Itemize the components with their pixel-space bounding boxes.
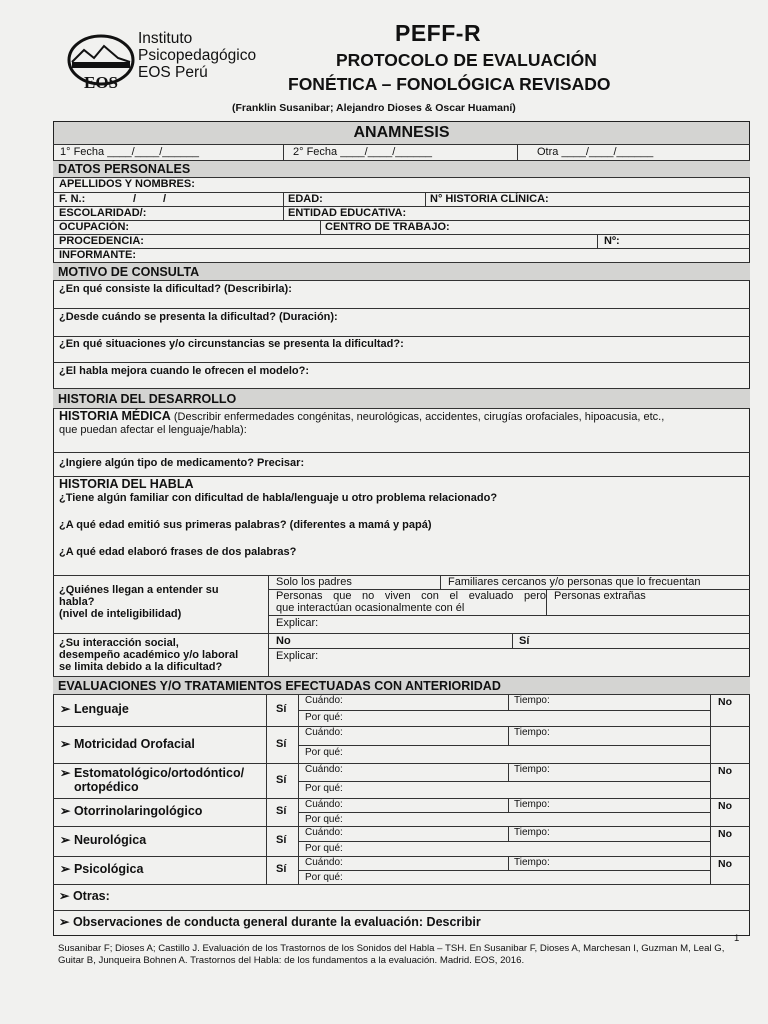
eval-row-label[interactable]: [60, 833, 146, 847]
eval-no[interactable]: No: [718, 828, 732, 840]
eval-label-line1: ➢ Neurológica: [60, 833, 147, 847]
motivo-title: MOTIVO DE CONSULTA: [53, 262, 750, 280]
inteligibilidad-q-line1: ¿Quiénes llegan a entender su: [59, 584, 219, 596]
eval-porque[interactable]: Por qué:: [305, 843, 343, 854]
otras-label[interactable]: ➢ Otras:: [59, 889, 110, 903]
institute-name: [138, 30, 256, 81]
historia-medica-text2: que puedan afectar el lenguaje/habla):: [59, 424, 247, 436]
institute-line1: Instituto: [138, 30, 193, 47]
eval-tiempo[interactable]: Tiempo:: [514, 695, 550, 706]
motivo-q3[interactable]: ¿En qué situaciones y/o circunstancias se presenta la dificultad?:: [59, 338, 404, 350]
historia-clinica-label[interactable]: N° HISTORIA CLÍNICA:: [430, 193, 549, 205]
observaciones-label[interactable]: ➢ Observaciones de conducta general durante la evaluación: Describir: [59, 915, 481, 929]
eval-cuando[interactable]: Cuándo:: [305, 764, 343, 775]
eval-si[interactable]: Sí: [276, 863, 287, 875]
eval-row-label[interactable]: [60, 766, 244, 794]
interaccion-q-line1: ¿Su interacción social,: [59, 637, 179, 649]
interaccion-explicar[interactable]: Explicar:: [276, 650, 319, 662]
eval-cuando[interactable]: Cuándo:: [305, 857, 343, 868]
eval-label-line1: ➢ Otorrinolaringológico: [60, 804, 203, 818]
eval-tiempo[interactable]: Tiempo:: [514, 827, 550, 838]
inteligibilidad-q-line3: (nivel de inteligibilidad): [59, 608, 182, 620]
eval-label-line1: ➢ Psicológica: [60, 862, 144, 876]
protocol-code: PEFF-R: [395, 20, 482, 46]
historia-medica-title: HISTORIA MÉDICA: [59, 409, 171, 423]
eval-porque[interactable]: Por qué:: [305, 747, 343, 758]
eval-si[interactable]: Sí: [276, 774, 287, 786]
option3-line1: Personas que no viven con el evaluado pero: [276, 590, 546, 602]
interaccion-question: [59, 637, 238, 673]
interaccion-q-line2: desempeño académico y/o laboral: [59, 649, 239, 661]
apellidos-label[interactable]: APELLIDOS Y NOMBRES:: [59, 178, 195, 190]
motivo-q2[interactable]: ¿Desde cuándo se presenta la dificultad? (Duración):: [59, 311, 338, 323]
option-familiares[interactable]: Familiares cercanos y/o personas que lo frecuentan: [448, 576, 701, 588]
eval-porque[interactable]: Por qué:: [305, 783, 343, 794]
option-personas-ocasionales[interactable]: [276, 590, 546, 614]
option3-line2: que interactúan ocasionalmente con él: [276, 602, 465, 614]
fecha-otra[interactable]: Otra ____/____/______: [537, 146, 654, 158]
eval-no[interactable]: No: [718, 696, 732, 708]
title-line1: PROTOCOLO DE EVALUACIÓN: [336, 50, 597, 70]
eval-si[interactable]: Sí: [276, 834, 287, 846]
eval-tiempo[interactable]: Tiempo:: [514, 857, 550, 868]
evaluaciones-title: EVALUACIONES Y/O TRATAMIENTOS EFECTUADAS CON ANTERIORIDAD: [53, 676, 750, 694]
historia-habla-title: HISTORIA DEL HABLA: [59, 477, 194, 491]
centro-label[interactable]: CENTRO DE TRABAJO:: [325, 221, 450, 233]
institute-line2: Psicopedagógico: [138, 47, 257, 64]
institute-line3: EOS Perú: [138, 64, 208, 81]
interaccion-no[interactable]: No: [276, 635, 291, 647]
historia-medica-text: (Describir enfermedades congénitas, neurológicas, accidentes, cirugías orofaciales, hipoacusia, etc.,: [173, 411, 665, 423]
eval-tiempo[interactable]: Tiempo:: [514, 764, 550, 775]
citation: Susanibar F; Dioses A; Castillo J. Evaluación de los Trastornos de los Sonidos del Habla – TSH. En Susanibar F, Dioses A, Marchesan I, Guzman M, Leal G, Guitar B, Junqueira Bohnen A. Trastornos del Habla: de los fundamentos a la evaluación. Madrid. EOS, 2016.: [58, 943, 725, 966]
fn-slash2: /: [163, 193, 167, 205]
historia-medica[interactable]: [59, 410, 745, 437]
eval-row-label[interactable]: [60, 804, 202, 818]
interaccion-q-line3: se limita debido a la dificultad?: [59, 661, 223, 673]
inteligibilidad-question: [59, 584, 219, 620]
eval-label-line2: ortopédico: [74, 780, 139, 794]
eval-label-line1: ➢ Motricidad Orofacial: [60, 737, 195, 751]
eval-si[interactable]: Sí: [276, 805, 287, 817]
eval-cuando[interactable]: Cuándo:: [305, 695, 343, 706]
eval-cuando[interactable]: Cuándo:: [305, 727, 343, 738]
eval-porque[interactable]: Por qué:: [305, 712, 343, 723]
eval-row-label[interactable]: [60, 702, 129, 716]
eval-porque[interactable]: Por qué:: [305, 872, 343, 883]
entidad-label[interactable]: ENTIDAD EDUCATIVA:: [288, 207, 407, 219]
habla-q1[interactable]: ¿Tiene algún familiar con dificultad de habla/lenguaje u otro problema relacionado?: [59, 492, 498, 504]
eval-label-line1: ➢ Lenguaje: [60, 702, 129, 716]
eval-si[interactable]: Sí: [276, 703, 287, 715]
edad-label[interactable]: EDAD:: [288, 193, 323, 205]
inteligibilidad-explicar[interactable]: Explicar:: [276, 617, 319, 629]
fn-slash1: /: [133, 193, 137, 205]
habla-q3[interactable]: ¿A qué edad elaboró frases de dos palabras?: [59, 546, 297, 558]
fecha1[interactable]: 1° Fecha ____/____/______: [60, 146, 199, 158]
informante-label[interactable]: INFORMANTE:: [59, 249, 136, 261]
medicamento-q[interactable]: ¿Ingiere algún tipo de medicamento? Precisar:: [59, 457, 305, 469]
page-number: 1: [734, 933, 740, 944]
eval-label-line1: ➢ Estomatológico/ortodóntico/: [60, 766, 245, 780]
ocupacion-label[interactable]: OCUPACIÓN:: [59, 221, 130, 233]
habla-q2[interactable]: ¿A qué edad emitió sus primeras palabras? (diferentes a mamá y papá): [59, 519, 432, 531]
eval-no[interactable]: No: [718, 765, 732, 777]
numero-label[interactable]: Nº:: [604, 235, 620, 247]
procedencia-label[interactable]: PROCEDENCIA:: [59, 235, 144, 247]
title-line2: FONÉTICA – FONOLÓGICA REVISADO: [288, 74, 611, 94]
interaccion-si[interactable]: Sí: [519, 635, 530, 647]
eval-row-label[interactable]: [60, 737, 195, 751]
fn-label[interactable]: F. N.:: [59, 193, 86, 205]
anamnesis-title: ANAMNESIS: [54, 122, 749, 144]
eval-no[interactable]: No: [718, 858, 732, 870]
eval-tiempo[interactable]: Tiempo:: [514, 727, 550, 738]
escolaridad-label[interactable]: ESCOLARIDAD/:: [59, 207, 147, 219]
inteligibilidad-q-line2: habla?: [59, 596, 95, 608]
eval-cuando[interactable]: Cuándo:: [305, 827, 343, 838]
motivo-q1[interactable]: ¿En qué consiste la dificultad? (Describirla):: [59, 283, 292, 295]
eos-logo: [66, 32, 136, 92]
authors: (Franklin Susanibar; Alejandro Dioses & Oscar Huamaní): [232, 102, 516, 114]
eval-porque[interactable]: Por qué:: [305, 814, 343, 825]
eval-row-label[interactable]: [60, 862, 143, 876]
motivo-q4[interactable]: ¿El habla mejora cuando le ofrecen el modelo?:: [59, 365, 309, 377]
eval-cuando[interactable]: Cuándo:: [305, 799, 343, 810]
eval-si[interactable]: Sí: [276, 738, 287, 750]
option-personas-extranas[interactable]: Personas extrañas: [554, 590, 646, 602]
eval-no[interactable]: No: [718, 800, 732, 812]
desarrollo-title: HISTORIA DEL DESARROLLO: [53, 388, 750, 408]
fecha2[interactable]: 2° Fecha ____/____/______: [293, 146, 432, 158]
datos-title: DATOS PERSONALES: [53, 160, 750, 177]
option-solo-padres[interactable]: Solo los padres: [276, 576, 352, 588]
logo-text: EOS: [83, 73, 119, 92]
eval-tiempo[interactable]: Tiempo:: [514, 799, 550, 810]
